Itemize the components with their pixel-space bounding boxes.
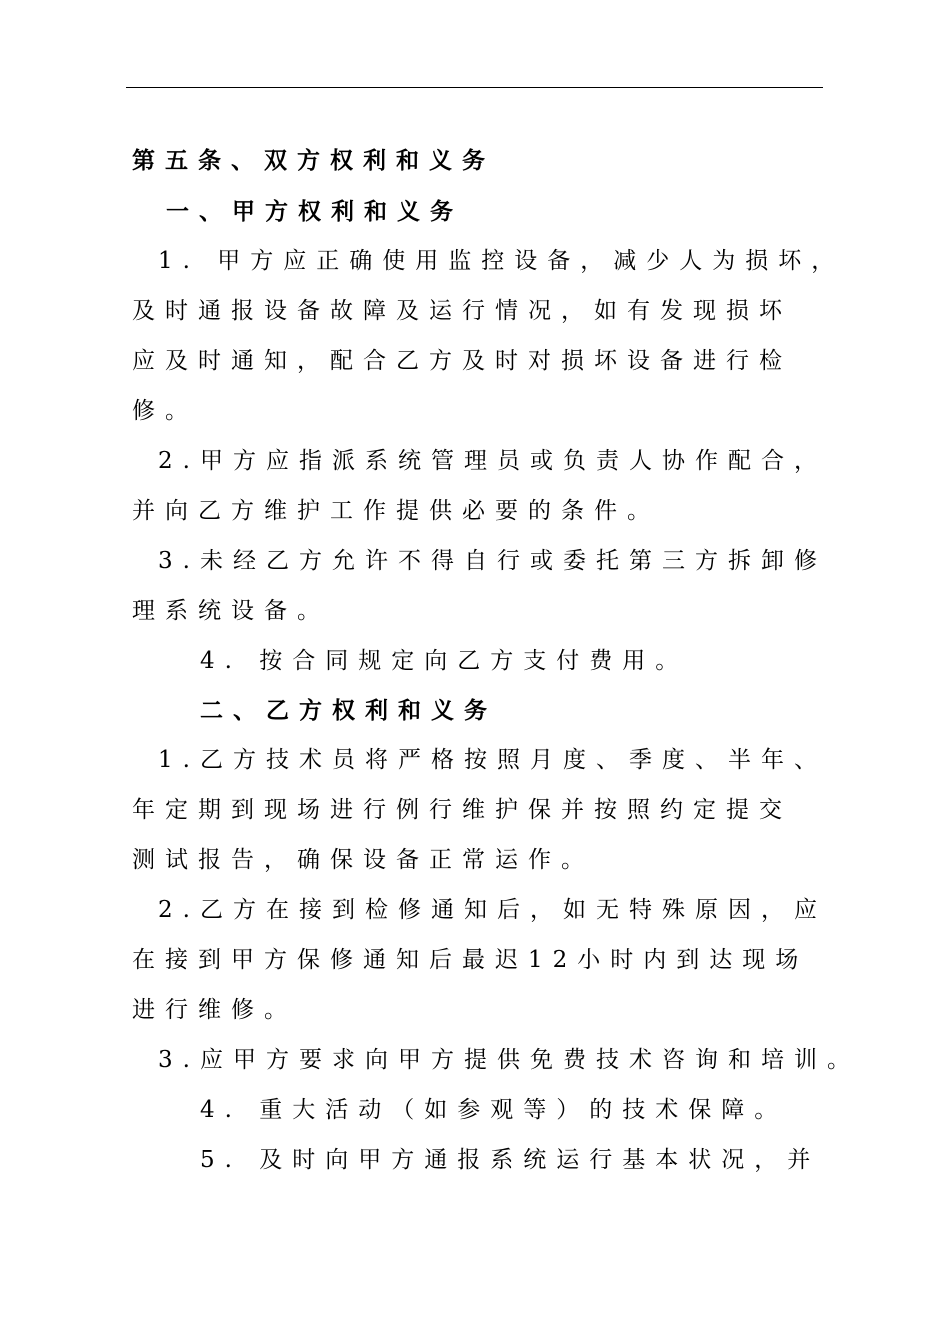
party-b-item-1-line-3: 测试报告，确保设备正常运作。	[132, 847, 594, 873]
party-a-item-2-line-2: 并向乙方维护工作提供必要的条件。	[132, 498, 660, 524]
header-rule	[126, 87, 823, 88]
party-b-item-3: 3.应甲方要求向甲方提供免费技术咨询和培训。	[158, 1047, 860, 1073]
party-a-item-3-line-2: 理系统设备。	[132, 598, 330, 624]
section-heading-party-a: 一、甲方权利和义务	[166, 198, 463, 225]
party-b-item-5: 5. 及时向甲方通报系统运行基本状况，并	[200, 1147, 821, 1173]
party-b-item-2-line-2: 在接到甲方保修通知后最迟12小时内到达现场	[132, 947, 809, 973]
party-b-item-2-line-1: 2.乙方在接到检修通知后，如无特殊原因，应	[158, 897, 827, 923]
party-b-item-1-line-1: 1.乙方技术员将严格按照月度、季度、半年、	[158, 747, 827, 773]
party-b-item-2-line-3: 进行维修。	[132, 997, 297, 1023]
section-heading-party-b: 二、乙方权利和义务	[200, 697, 497, 724]
party-a-item-1-line-2: 及时通报设备故障及运行情况，如有发现损坏	[132, 298, 792, 324]
party-a-item-1-line-4: 修。	[132, 398, 198, 424]
party-b-item-1-line-2: 年定期到现场进行例行维护保并按照约定提交	[132, 797, 792, 823]
party-a-item-1-line-3: 应及时通知，配合乙方及时对损坏设备进行检	[132, 348, 792, 374]
party-b-item-4: 4. 重大活动（如参观等）的技术保障。	[200, 1097, 788, 1123]
party-a-item-2-line-1: 2.甲方应指派系统管理员或负责人协作配合，	[158, 448, 827, 474]
party-a-item-1-line-1: 1. 甲方应正确使用监控设备，减少人为损坏，	[158, 248, 845, 274]
article-title: 第五条、双方权利和义务	[132, 147, 495, 174]
party-a-item-3-line-1: 3.未经乙方允许不得自行或委托第三方拆卸修	[158, 548, 827, 574]
party-a-item-4: 4. 按合同规定向乙方支付费用。	[200, 648, 689, 674]
